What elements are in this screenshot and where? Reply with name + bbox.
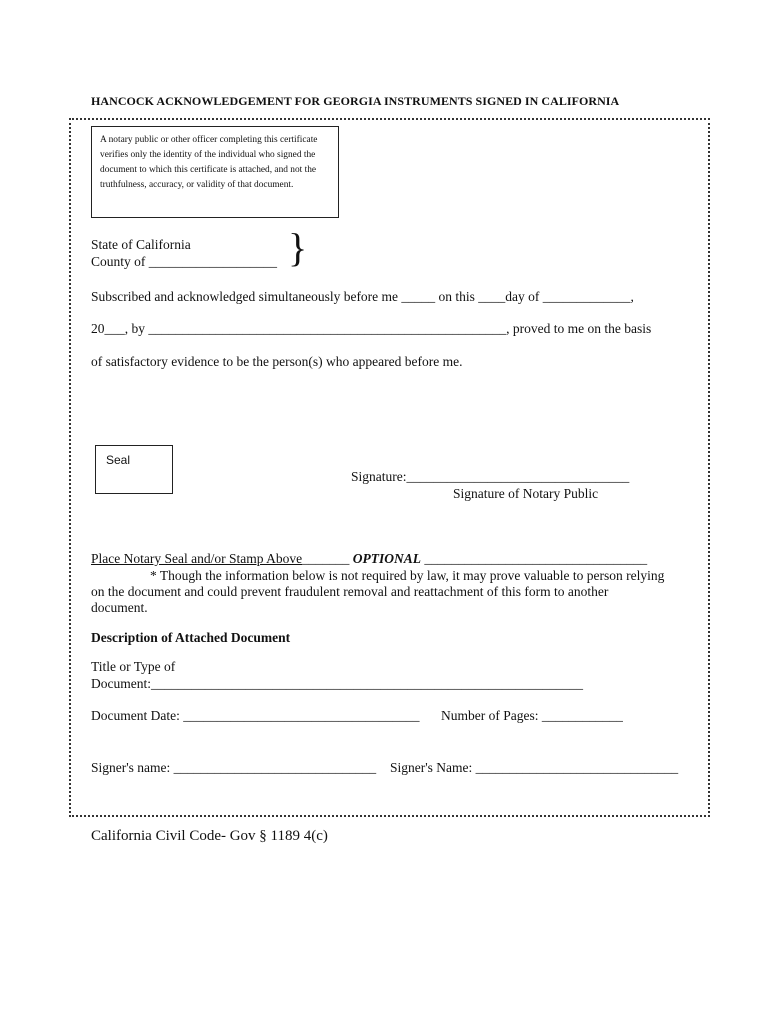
form-title: HANCOCK ACKNOWLEDGEMENT FOR GEORGIA INSTRUMENTS SIGNED IN CALIFORNIA (91, 94, 620, 108)
seal-box (95, 445, 173, 494)
optional-note-line2: on the document and could prevent fraudulent removal and reattachment of this form to another (91, 584, 609, 599)
optional-header (91, 551, 647, 567)
optional-note-line1: * Though the information below is not required by law, it may prove valuable to person relying (150, 568, 665, 583)
signer-name-field-2[interactable]: Signer's Name: ______________________________ (390, 760, 679, 775)
description-heading: Description of Attached Document (91, 630, 291, 645)
state-line: State of California (91, 237, 191, 252)
signature-field[interactable]: Signature:_________________________________ (351, 469, 630, 484)
venue-brace: } (288, 225, 308, 270)
place-seal-text: Place Notary Seal and/or Stamp Above (91, 551, 303, 566)
number-of-pages-field[interactable]: Number of Pages: ____________ (441, 708, 623, 723)
county-field[interactable]: County of ___________________ (91, 254, 278, 269)
year-signer-line[interactable]: 20___, by _____________________________________________________, proved to me on the basis (91, 321, 652, 336)
signer-name-field-1[interactable]: Signer's name: ______________________________ (91, 760, 377, 775)
optional-label: OPTIONAL (352, 551, 421, 566)
evidence-line: of satisfactory evidence to be the person(s) who appeared before me. (91, 354, 463, 369)
civil-code-footer: California Civil Code- Gov § 1189 4(c) (91, 828, 328, 844)
notary-notice-box: A notary public or other officer completing this certificate verifies only the identity of the individual who signed the document to which this certificate is attached, and not the truthfulness, accuracy, or validity of that document. (91, 126, 339, 218)
optional-note-line3: document. (91, 600, 148, 615)
title-type-label: Title or Type of (91, 659, 176, 674)
document-date-field[interactable]: Document Date: ___________________________________ (91, 708, 420, 723)
seal-label: Seal (106, 453, 131, 467)
document-field[interactable]: Document:________________________________________________________________ (91, 676, 583, 691)
signature-caption: Signature of Notary Public (453, 486, 599, 501)
optional-gap: _______ (302, 551, 350, 566)
subscribed-line[interactable]: Subscribed and acknowledged simultaneously before me _____ on this ____day of _____________, (91, 289, 634, 304)
optional-rule: _________________________________ (424, 551, 648, 566)
